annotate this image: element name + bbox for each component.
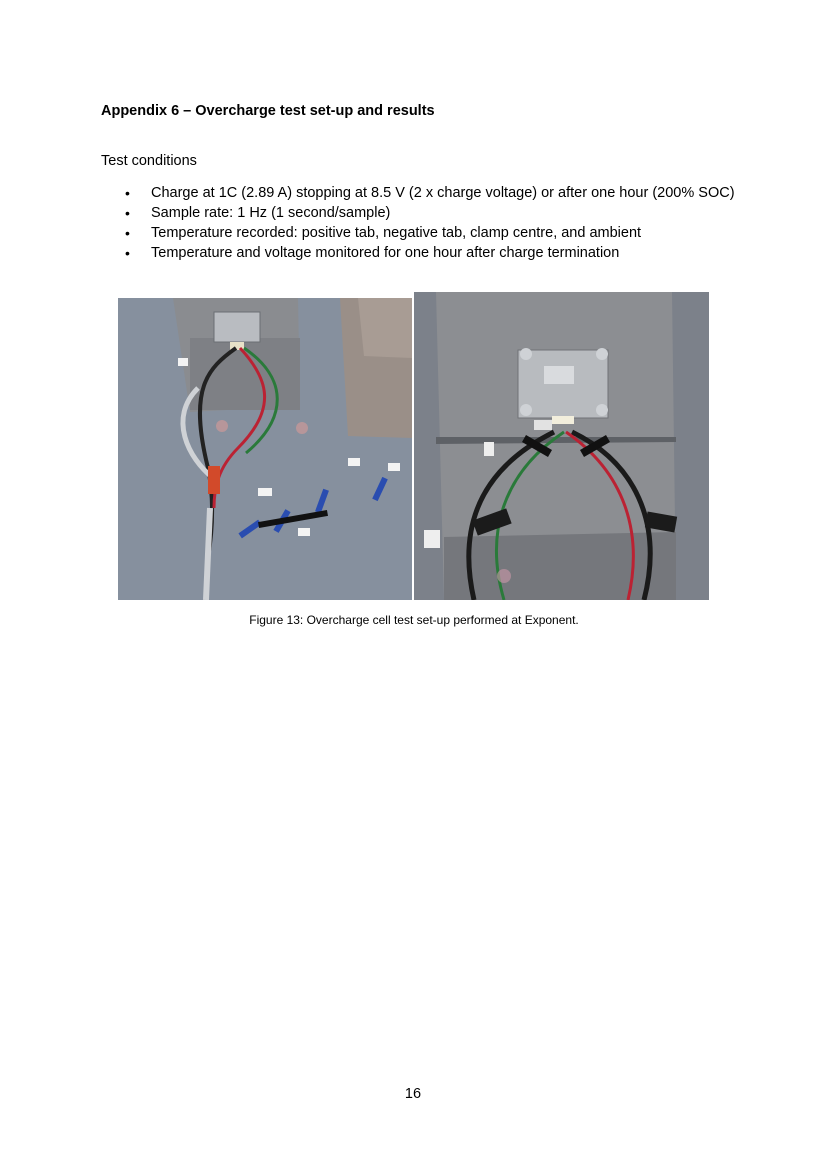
setup-overview-photo: [118, 298, 412, 600]
list-item: [101, 243, 741, 263]
test-conditions-list: [101, 183, 741, 263]
bullet-icon: •: [125, 205, 130, 221]
bullet-icon: •: [125, 225, 130, 241]
list-item-text: Temperature and voltage monitored for one hour after charge termination: [151, 245, 620, 261]
setup-closeup-photo: [414, 292, 709, 600]
list-item-text: Charge at 1C (2.89 A) stopping at 8.5 V (2 x charge voltage) or after one hour (200% SOC): [151, 185, 735, 201]
setup-overview-illustration: [118, 298, 412, 600]
list-item: [101, 203, 741, 223]
list-item-text: Temperature recorded: positive tab, negative tab, clamp centre, and ambient: [151, 225, 642, 241]
figure-caption-text: Figure 13: Overcharge cell test set-up performed at Exponent.: [249, 613, 579, 627]
list-item: [101, 223, 741, 243]
page-number: 16: [404, 1086, 422, 1102]
bullet-icon: •: [125, 185, 130, 201]
list-item: [101, 183, 741, 203]
bullet-icon: •: [125, 245, 130, 261]
list-item-text: Sample rate: 1 Hz (1 second/sample): [151, 205, 391, 221]
section-heading: Appendix 6 – Overcharge test set-up and results: [101, 103, 435, 119]
test-conditions-label: Test conditions: [101, 153, 197, 169]
figure-caption: [0, 613, 826, 627]
setup-closeup-illustration: [414, 292, 709, 600]
